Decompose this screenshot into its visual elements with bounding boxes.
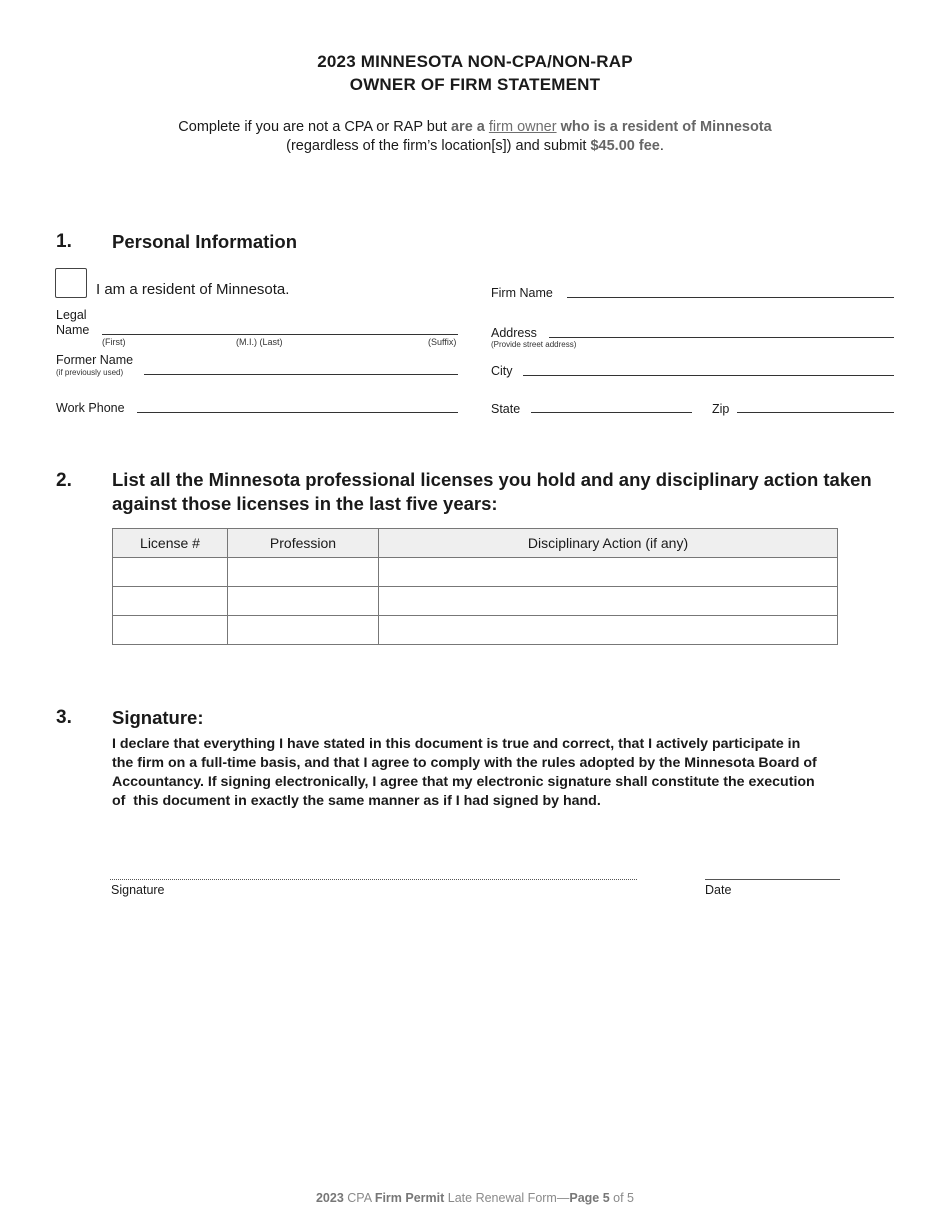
date-label: Date <box>705 883 732 897</box>
intro-line1 <box>0 117 950 137</box>
legal-name-first-hint: (First) <box>102 337 126 347</box>
intro-bold-resident: who is a resident of Minnesota <box>556 119 772 135</box>
firm-owner-link[interactable]: firm owner <box>488 119 557 135</box>
intro-line2 <box>0 136 950 156</box>
column-header-license: License # <box>113 529 228 558</box>
section2-title-line2: against those licenses in the last five years: <box>112 493 498 514</box>
license-cell[interactable] <box>113 558 228 587</box>
zip-label: Zip <box>712 402 730 416</box>
zip-field[interactable] <box>737 412 894 413</box>
footer-firm-permit: Firm Permit <box>374 1191 445 1205</box>
disciplinary-cell[interactable] <box>379 616 838 645</box>
legal-name-suffix-hint: (Suffix) <box>428 337 457 347</box>
profession-cell[interactable] <box>228 616 379 645</box>
table-row <box>113 558 838 587</box>
intro-text: Complete if you are not a CPA or RAP but <box>178 119 451 135</box>
section2-title-line1: List all the Minnesota professional licenses you hold and any disciplinary action taken <box>112 469 872 490</box>
footer-late-renewal: Late Renewal Form— <box>444 1191 570 1205</box>
state-field[interactable] <box>531 412 692 413</box>
section3-title: Signature: <box>112 707 204 728</box>
declaration-line1: I declare that everything I have stated in this document is true and correct, that I actively participate in <box>112 736 801 752</box>
section3-number: 3. <box>56 707 72 728</box>
legal-name-label-2: Name <box>56 323 90 337</box>
resident-checkbox[interactable] <box>55 268 87 298</box>
city-label: City <box>491 364 513 378</box>
table-row <box>113 587 838 616</box>
license-cell[interactable] <box>113 616 228 645</box>
intro-text-2: (regardless of the firm’s location[s]) and submit <box>286 138 591 154</box>
declaration-line4: of this document in exactly the same manner as if I had signed by hand. <box>112 793 601 809</box>
intro-period: . <box>659 138 664 154</box>
signature-label: Signature <box>111 883 165 897</box>
declaration-line3: Accountancy. If signing electronically, I agree that my electronic signature shall constitute the execution <box>112 774 815 790</box>
work-phone-label: Work Phone <box>56 401 125 415</box>
form-title-line1: 2023 MINNESOTA NON-CPA/NON-RAP <box>317 52 633 71</box>
column-header-profession: Profession <box>228 529 379 558</box>
former-name-hint: (if previously used) <box>56 368 124 377</box>
section2-number: 2. <box>56 470 72 491</box>
section1-title: Personal Information <box>112 231 298 252</box>
fee-amount: $45.00 fee <box>590 138 660 154</box>
date-field[interactable] <box>705 879 840 880</box>
state-label: State <box>491 402 521 416</box>
address-label: Address <box>491 326 537 340</box>
license-table-header <box>113 529 838 558</box>
work-phone-field[interactable] <box>137 412 458 413</box>
disciplinary-cell[interactable] <box>379 558 838 587</box>
footer-page-total: of 5 <box>609 1191 634 1205</box>
firm-name-label: Firm Name <box>491 286 553 300</box>
section1-number: 1. <box>56 231 72 252</box>
table-row <box>113 616 838 645</box>
legal-name-field[interactable] <box>102 334 458 335</box>
footer-page-number: Page 5 <box>569 1191 610 1205</box>
declaration-line2: the firm on a full-time basis, and that I agree to comply with the rules adopted by the Minnesota Board of <box>112 755 817 771</box>
former-name-field[interactable] <box>144 374 458 375</box>
signature-field[interactable] <box>110 879 637 880</box>
legal-name-mi-last-hint: (M.I.) (Last) <box>236 337 283 347</box>
intro-bold: are a <box>450 119 489 135</box>
license-cell[interactable] <box>113 587 228 616</box>
column-header-disciplinary: Disciplinary Action (if any) <box>379 529 838 558</box>
footer-cpa: CPA <box>343 1191 375 1205</box>
profession-cell[interactable] <box>228 558 379 587</box>
address-hint: (Provide street address) <box>491 340 577 349</box>
page-footer <box>0 1191 950 1205</box>
legal-name-label-1: Legal <box>56 308 87 322</box>
firm-name-field[interactable] <box>567 297 894 298</box>
license-table <box>112 528 838 645</box>
disciplinary-cell[interactable] <box>379 587 838 616</box>
former-name-label: Former Name <box>56 353 134 367</box>
city-field[interactable] <box>523 375 894 376</box>
resident-checkbox-label: I am a resident of Minnesota. <box>96 281 290 298</box>
footer-year: 2023 <box>315 1191 344 1205</box>
address-field[interactable] <box>549 337 894 338</box>
profession-cell[interactable] <box>228 587 379 616</box>
form-title-line2: OWNER OF FIRM STATEMENT <box>349 75 601 94</box>
